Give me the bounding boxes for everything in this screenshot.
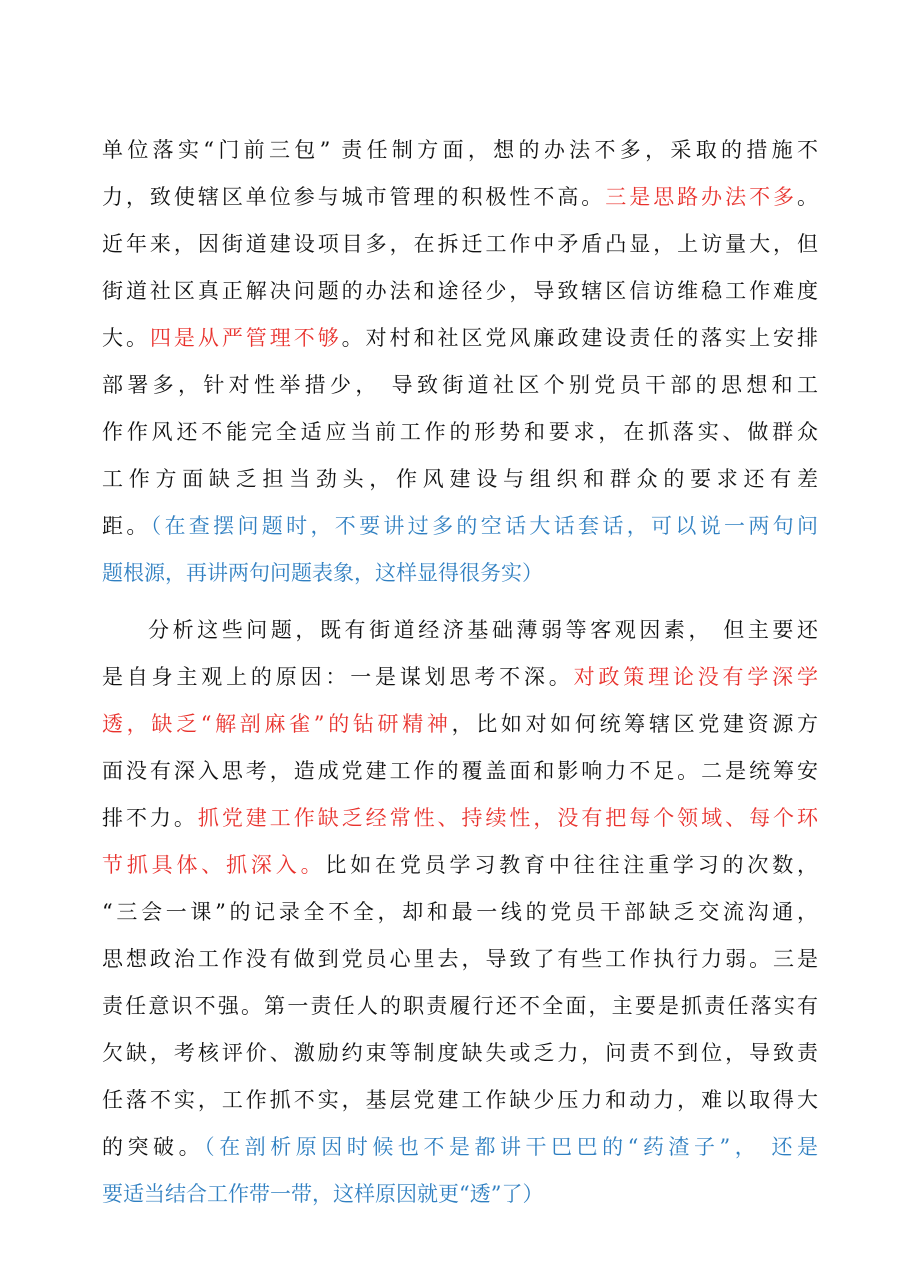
body-text: 面没有深入思考，造成党建工作的覆盖面和影响力不足。二是统筹安 [102, 759, 818, 783]
body-text: 距。 [102, 514, 151, 538]
text-line [102, 506, 818, 546]
highlight-text: 抓党建工作缺乏经常性、持续性，没有把每个领域、每个环 [197, 806, 819, 830]
highlight-text: 节抓具体、抓深入。 [102, 853, 326, 877]
text-line [102, 892, 818, 932]
text-line [102, 1127, 818, 1167]
body-text: 。 [797, 185, 819, 209]
body-text: “三会一课”的记录全不全，却和最一线的党员干部缺乏交流沟通， [102, 900, 818, 924]
highlight-text: 三是思路办法不多 [605, 185, 798, 209]
body-text: 近年来，因街道建设项目多，在拆迁工作中矛盾凸显，上访量大，但 [102, 232, 818, 256]
text-line [102, 365, 818, 405]
body-text: 单位落实“门前三包” 责任制方面，想的办法不多，采取的措施不 [102, 138, 818, 162]
body-text: 分析这些问题，既有街道经济基础薄弱等客观因素， 但主要还 [148, 618, 818, 642]
body-text: 部署多，针对性举措少， 导致街道社区个别党员干部的思想和工 [102, 373, 818, 397]
body-text: 思想政治工作没有做到党员心里去，导致了有些工作执行力弱。三是 [102, 947, 818, 971]
text-line [102, 1174, 818, 1214]
text-line [102, 1080, 818, 1120]
body-text: 欠缺，考核评价、激励约束等制度缺失或乏力，问责不到位，导致责 [102, 1041, 818, 1065]
comment-text: 要适当结合工作带一带，这样原因就更“透”了） [102, 1182, 544, 1206]
text-line [148, 610, 818, 650]
text-line [102, 271, 818, 311]
text-line [102, 1033, 818, 1073]
text-line [102, 130, 818, 170]
highlight-text: 透，缺乏“解剖麻雀”的钻研精神 [102, 712, 452, 736]
highlight-text: 对政策理论没有学深学 [573, 665, 819, 689]
body-text: 责任意识不强。第一责任人的职责履行还不全面，主要是抓责任落实有 [102, 994, 818, 1018]
body-text: 是自身主观上的原因：一是谋划思考不深。 [102, 665, 574, 689]
comment-text: 题根源，再讲两句问题表象，这样显得很务实） [102, 561, 543, 585]
text-line [102, 553, 818, 593]
body-text: ，比如对如何统筹辖区党建资源方 [451, 712, 818, 736]
body-text: 的突破。 [102, 1135, 205, 1159]
text-line [102, 318, 818, 358]
body-text: 工作方面缺乏担当劲头，作风建设与组织和群众的要求还有差 [102, 467, 818, 491]
text-line [102, 704, 818, 744]
text-line [102, 751, 818, 791]
text-line [102, 412, 818, 452]
body-text: 街道社区真正解决问题的办法和途径少，导致辖区信访维稳工作难度 [102, 279, 818, 303]
text-line [102, 657, 818, 697]
text-line [102, 224, 818, 264]
comment-text: （在查摆问题时，不要讲过多的空话大话套话，可以说一两句问 [150, 514, 818, 538]
body-text: 大。 [102, 326, 150, 350]
body-text: 作作风还不能完全适应当前工作的形势和要求，在抓落实、做群众 [102, 420, 818, 444]
text-line [102, 939, 818, 979]
body-text: 。对村和社区党风廉政建设责任的落实上安排 [341, 326, 819, 350]
body-text: 排不力。 [102, 806, 198, 830]
text-line [102, 845, 818, 885]
text-line [102, 798, 818, 838]
body-text: 比如在党员学习教育中往往注重学习的次数， [325, 853, 819, 877]
text-line [102, 459, 818, 499]
text-line [102, 177, 818, 217]
body-text: 任落不实，工作抓不实，基层党建工作缺少压力和动力，难以取得大 [102, 1088, 818, 1112]
text-line [102, 986, 818, 1026]
comment-text: （在剖析原因时候也不是都讲干巴巴的“药渣子”， 还是 [204, 1135, 818, 1159]
highlight-text: 四是从严管理不够 [149, 326, 342, 350]
body-text: 力，致使辖区单位参与城市管理的积极性不高。 [102, 185, 606, 209]
